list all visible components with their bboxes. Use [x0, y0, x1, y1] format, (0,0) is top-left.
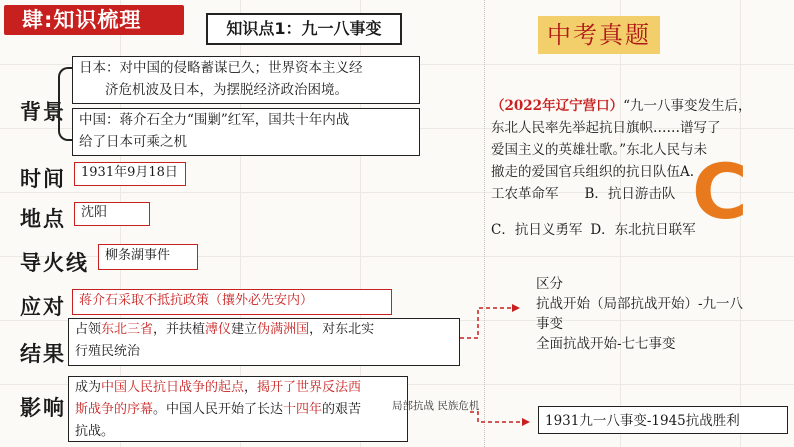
knowledge-point-title: 知识点1：九一八事变 — [206, 13, 402, 45]
fuse-label: 导火线 — [20, 251, 89, 275]
notes-line1: 抗战开始（局部抗战开始）-九一八 — [536, 296, 744, 312]
option-d: D．东北抗日联军 — [590, 222, 696, 238]
option-b: B．抗日游击队 — [584, 186, 676, 202]
impact-line3: 抗战。 — [75, 424, 115, 439]
response-value: 蒋介石采取不抵抗政策（攘外必先安内） — [72, 289, 392, 315]
result-text: ，并扶植 — [153, 322, 206, 337]
option-a-letter: A. — [680, 164, 695, 180]
background-china-line1: 中国：蒋介石全力“围剿”红军，国共十年内战 — [79, 112, 350, 128]
notes-line3: 全面抗战开始-七七事变 — [536, 336, 676, 352]
section-title: 肆:知识梳理 — [22, 8, 142, 32]
result-highlight: 东北三省 — [101, 322, 154, 337]
impact-label: 影响 — [20, 396, 66, 420]
result-text: ，对东北实 — [309, 322, 375, 337]
place-value: 沈阳 — [74, 202, 150, 226]
time-label: 时间 — [20, 167, 66, 191]
question-line1 — [491, 95, 791, 117]
option-c: C．抗日义勇军 — [491, 222, 583, 238]
result-text: 建立 — [231, 322, 258, 337]
fuse-value: 柳条湖事件 — [98, 244, 198, 270]
arrow-result-to-notes — [460, 308, 512, 338]
impact-highlight: 揭开了世界反法西 — [257, 380, 362, 395]
option-a: 工农革命军 — [491, 186, 559, 202]
distinguish-notes — [520, 274, 790, 354]
arrow-head — [522, 418, 530, 426]
question-line3: 爱国主义的英雄壮歌。”东北人民与未 — [491, 142, 708, 158]
exam-title: 中考真题 — [547, 21, 651, 49]
impact-highlight: 中国人民抗日战争的起点 — [101, 380, 245, 395]
question-line2: 东北人民率先举起抗日旗帜……谱写了 — [491, 120, 721, 136]
question-text: “九一八事变发生后， — [623, 98, 752, 114]
result-highlight: 伪满洲国 — [257, 322, 310, 337]
notes-line2: 事变 — [536, 316, 563, 332]
result-text: 占领 — [75, 322, 102, 337]
impact-overlap-note: 局部抗战 民族危机 — [392, 400, 480, 412]
impact-text: 。中国人民开始了长达 — [153, 402, 284, 417]
question-source: （2022年辽宁营口） — [491, 98, 624, 114]
response-label: 应对 — [20, 295, 66, 319]
question-text: 撤走的爱国官兵组织的抗日队伍 — [491, 164, 680, 180]
result-line2: 行殖民统治 — [75, 344, 141, 359]
impact-highlight: 斯战争的序幕 — [75, 402, 154, 417]
background-label: 背景 — [20, 100, 66, 124]
place-label: 地点 — [20, 207, 66, 231]
impact-text: 的艰苦 — [322, 402, 362, 417]
result-highlight: 溥仪 — [205, 322, 232, 337]
impact-text: 成为 — [75, 380, 102, 395]
background-japan-line2: 济危机波及日本，为摆脱经济政治困境。 — [105, 82, 348, 98]
answer-mark: C — [692, 147, 748, 236]
background-japan-line1: 日本：对中国的侵略蓄谋已久；世界资本主义经 — [79, 60, 363, 76]
impact-highlight: 十四年 — [283, 402, 323, 417]
arrow-impact-to-timeline — [470, 412, 522, 422]
notes-heading: 区分 — [536, 276, 563, 292]
time-value: 1931年9月18日 — [74, 162, 186, 186]
arrow-head — [512, 304, 520, 312]
result-label: 结果 — [20, 342, 66, 366]
background-china-line2: 给了日本可乘之机 — [79, 134, 187, 150]
impact-text: ， — [244, 380, 258, 395]
timeline-box: 1931九一八事变-1945抗战胜利 — [538, 406, 788, 434]
